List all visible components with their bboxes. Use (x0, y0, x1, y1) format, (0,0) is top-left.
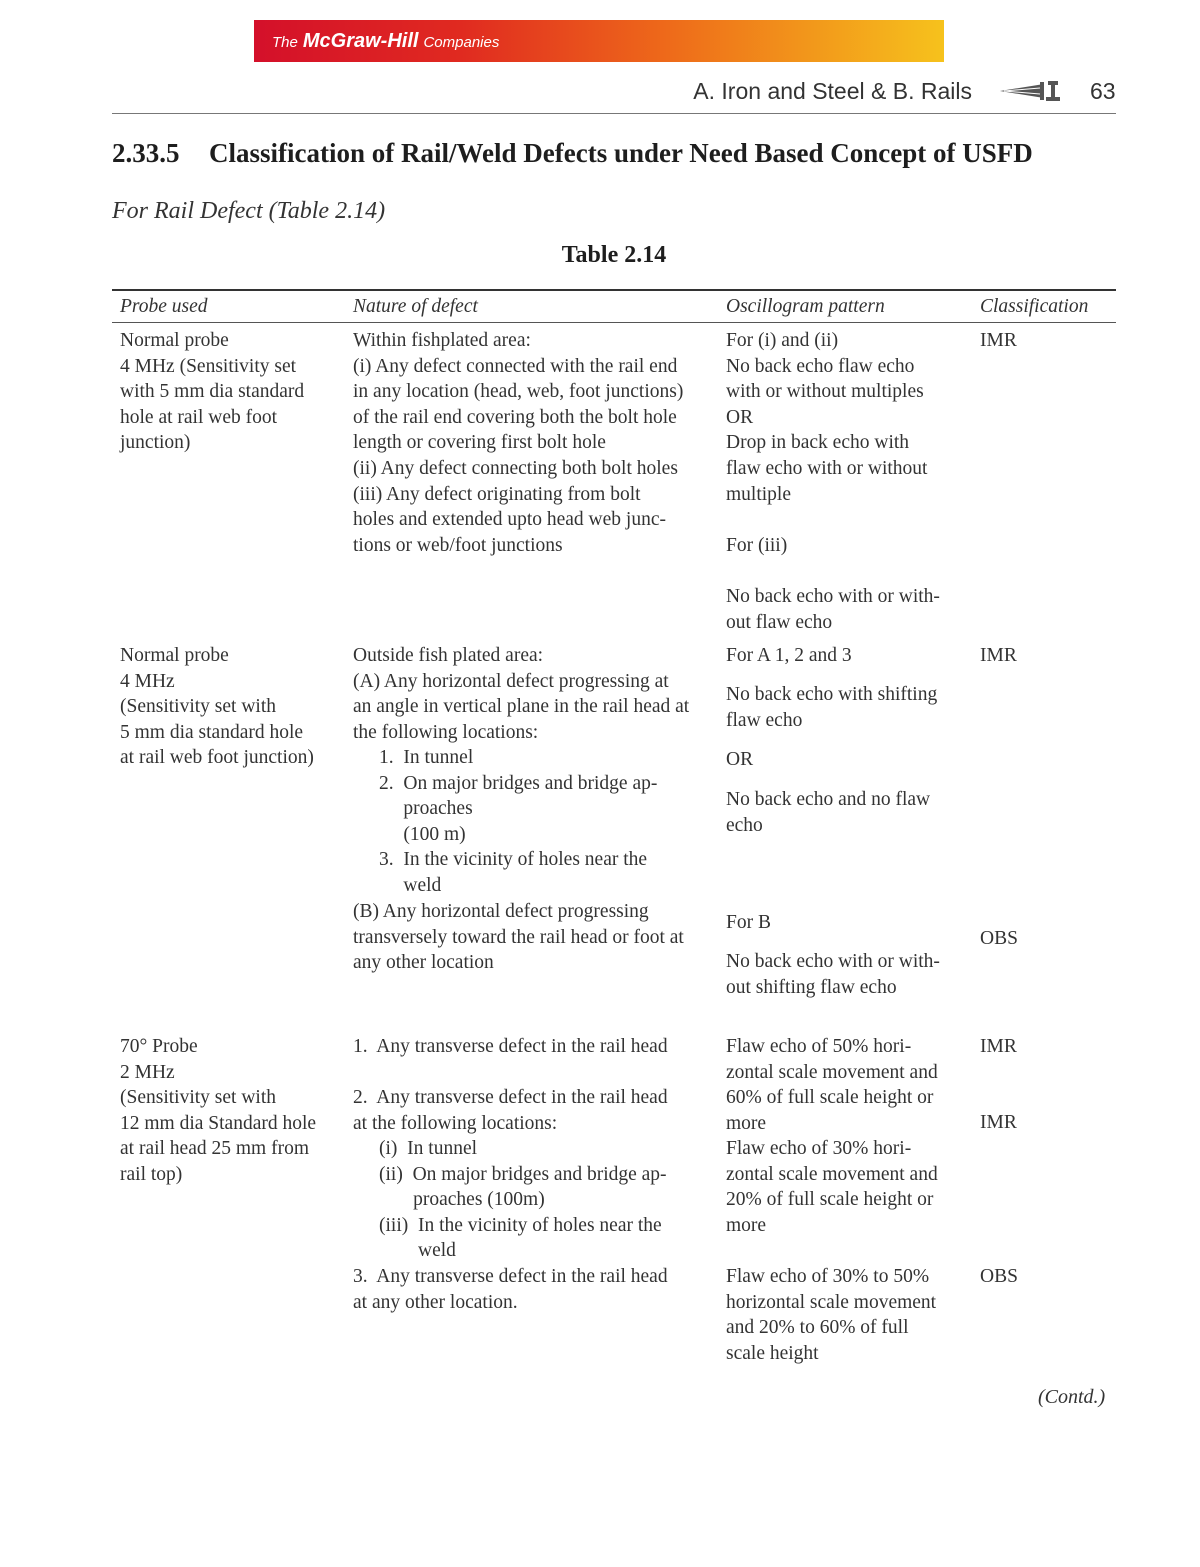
continued-note: (Contd.) (1038, 1386, 1106, 1408)
row1-nature: Within fishplated area: (i) Any defect connected with the rail end in any location (head, web, foot junctions) of the rail end covering both the bolt hole length or covering first bolt hole (ii) Any defect connecting both bolt holes (iii) Any defect originating from bolt holes and extended upto head web junc- tions or web/foot junctions (353, 330, 684, 556)
row2-nature-list: 1. In tunnel 2. On major bridges and bridge ap- proaches (100 m) 3. In the vicinity of holes near the weld (379, 747, 658, 896)
row1-classification: IMR (980, 330, 1017, 351)
row3-pattern-3: Flaw echo of 30% to 50% horizontal scale movement and 20% to 60% of full scale height (726, 1266, 937, 1364)
row2-classification-b: OBS (980, 928, 1018, 949)
publisher-name: McGraw-Hill (302, 30, 419, 52)
header-oscillogram-pattern: Oscillogram pattern (726, 296, 885, 317)
row3-nature-2: 2. Any transverse defect in the rail head at the following locations: (353, 1087, 668, 1134)
running-title: A. Iron and Steel & B. Rails (693, 78, 972, 104)
publisher-logo (272, 30, 499, 53)
row3-classification-2: IMR (980, 1112, 1017, 1133)
header-probe-used: Probe used (120, 296, 208, 317)
row3-nature-3: 3. Any transverse defect in the rail head at any other location. (353, 1266, 668, 1313)
row2-pattern-a-noflaw: No back echo and no flaw echo (726, 789, 931, 836)
section-title: Classification of Rail/Weld Defects under Need Based Concept of USFD (209, 138, 1033, 168)
row3-pattern-2: Flaw echo of 30% hori- zontal scale movement and 20% of full scale height or more (726, 1138, 938, 1236)
header-nature-of-defect: Nature of defect (353, 296, 478, 317)
row3-probe: 70° Probe 2 MHz (Sensitivity set with 12 mm dia Standard hole at rail head 25 mm from rail top) (120, 1036, 317, 1185)
row3-pattern-1: Flaw echo of 50% hori- zontal scale movement and 60% of full scale height or more (726, 1036, 938, 1134)
row2-pattern-a-or: OR (726, 749, 754, 770)
row1-pattern: For (i) and (ii) No back echo flaw echo with or without multiples OR Drop in back echo with flaw echo with or without multiple For (iii) No back echo with or with- out flaw echo (726, 330, 940, 633)
row3-classification-3: OBS (980, 1266, 1018, 1287)
row1-probe: Normal probe 4 MHz (Sensitivity set with 5 mm dia standard hole at rail web foot junction) (120, 330, 305, 454)
row3-classification-1: IMR (980, 1036, 1017, 1057)
section-heading (112, 138, 1033, 169)
row3-nature-1: 1. Any transverse defect in the rail head (353, 1036, 668, 1057)
rail-section-icon (1000, 80, 1064, 102)
row2-pattern-a-heading: For A 1, 2 and 3 (726, 645, 852, 666)
publisher-suffix: Companies (423, 34, 500, 51)
row2-probe: Normal probe 4 MHz (Sensitivity set with 5 mm dia standard hole at rail web foot junction) (120, 645, 314, 769)
row2-pattern-b-heading: For B (726, 912, 771, 933)
row2-nature-a: Outside fish plated area: (A) Any horizontal defect progressing at an angle in vertical plane in the rail head at the following locations: (353, 645, 690, 743)
row2-pattern-a-shifting: No back echo with shifting flaw echo (726, 684, 938, 731)
row2-pattern-b: No back echo with or with- out shifting flaw echo (726, 951, 940, 998)
row2-classification-a: IMR (980, 645, 1017, 666)
row3-nature-2-list: (i) In tunnel (ii) On major bridges and bridge ap- proaches (100m) (iii) In the vicinity of holes near the weld (379, 1138, 667, 1262)
header-classification: Classification (980, 296, 1089, 317)
subheading: For Rail Defect (Table 2.14) (112, 198, 386, 224)
table-header-rule (112, 322, 1116, 323)
publisher-banner (254, 20, 944, 62)
header-rule (112, 113, 1116, 114)
table-caption: Table 2.14 (561, 242, 667, 268)
row2-nature-b: (B) Any horizontal defect progressing transversely toward the rail head or foot at any other location (353, 901, 684, 974)
page-number: 63 (1090, 78, 1116, 104)
table-top-rule (112, 289, 1116, 291)
section-number: 2.33.5 (112, 138, 180, 168)
publisher-prefix: The (272, 34, 298, 51)
